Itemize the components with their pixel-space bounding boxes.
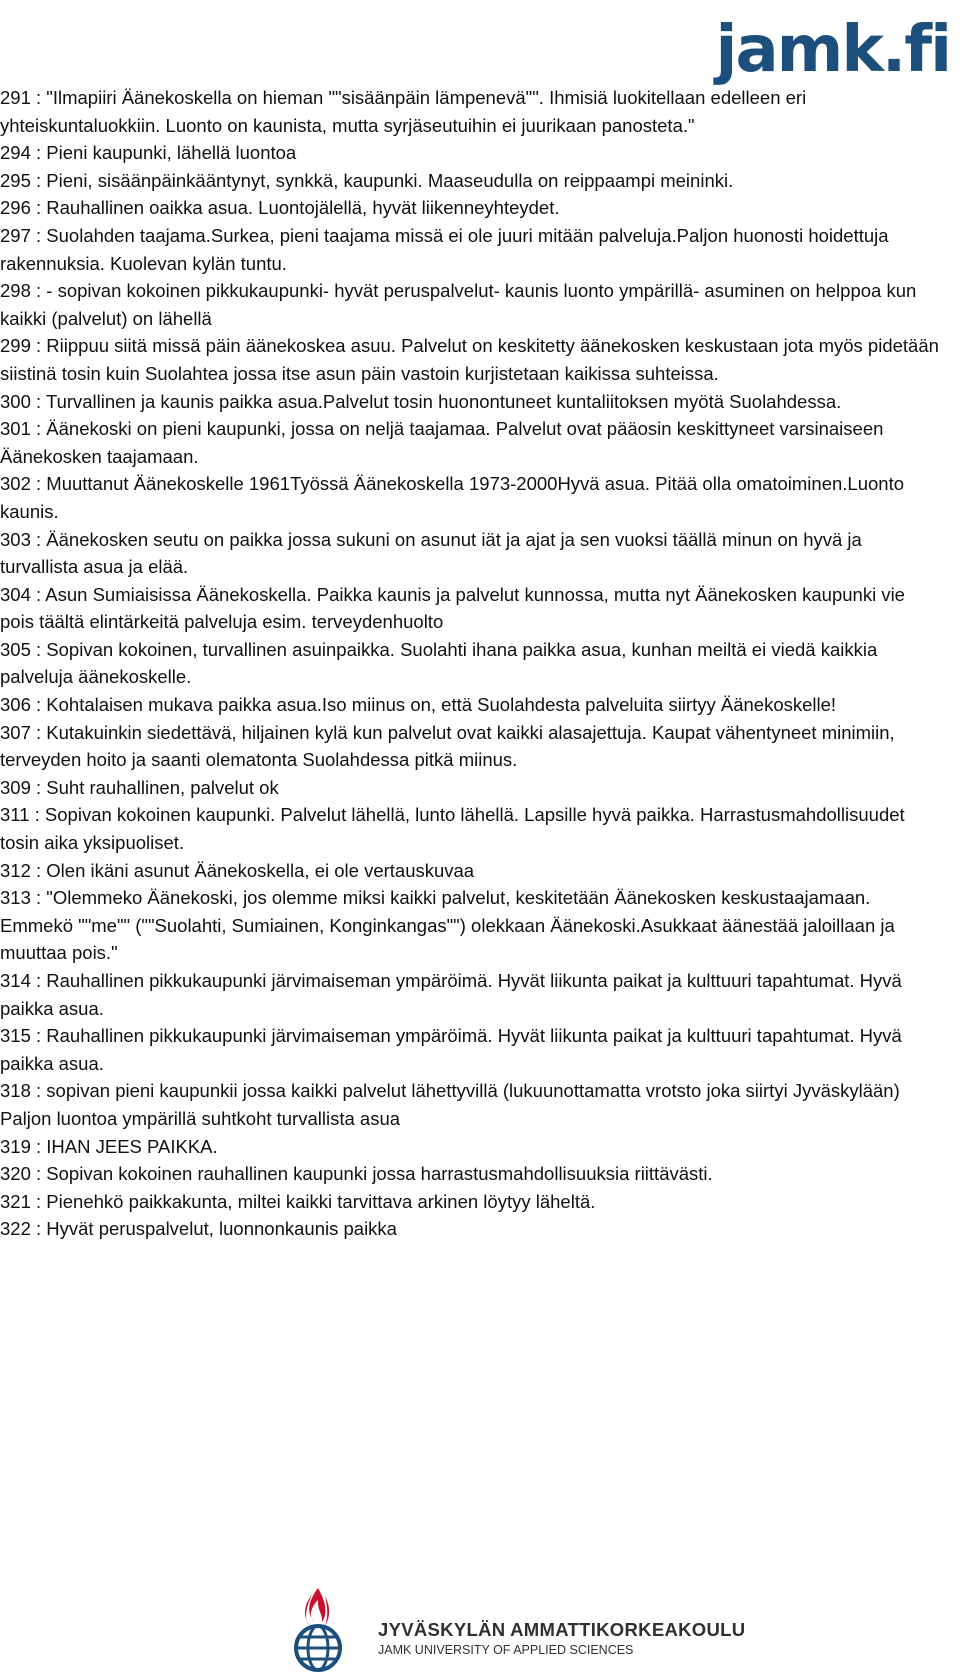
list-item: 301 : Äänekoski on pieni kaupunki, jossa on neljä taajamaa. Palvelut ovat pääosin keskittyneet varsinaiseen Äänekosken taajamaan. bbox=[0, 418, 884, 467]
footer-logo bbox=[268, 1586, 746, 1672]
list-item: 303 : Äänekosken seutu on paikka jossa sukuni on asunut iät ja ajat ja sen vuoksi täällä minun on hyvä ja turvallista asua ja elää. bbox=[0, 528, 862, 578]
logo-text: jamk.fi bbox=[715, 13, 950, 87]
list-item: 291 : "Ilmapiiri Äänekoskella on hieman ""sisäänpäin lämpenevä"". Ihmisiä luokitellaan edelleen eri yhteiskuntaluokkiin. Luonto on kaunista, mutta syrjäseutuihin ei juurikaan panosteta." bbox=[0, 87, 807, 136]
list-item: 320 : Sopivan kokoinen rauhallinen kaupunki jossa harrastusmahdollisuuksia riittävästi. bbox=[0, 1163, 713, 1185]
list-item: 309 : Suht rauhallinen, palvelut ok bbox=[0, 776, 279, 798]
list-item: 297 : Suolahden taajama.Surkea, pieni taajama missä ei ole juuri mitään palveluja.Paljon huonosti hoidettuja rakennuksia. Kuolevan kylän tuntu. bbox=[0, 224, 889, 274]
list-item: 313 : "Olemmeko Äänekoski, jos olemme miksi kaikki palvelut, keskitetään Äänekosken keskustaajamaan. Emmekö ""me"" (""Suolahti, Sumiainen, Konginkangas"") olekkaan Äänekoski.Asukkaat äänestää jaloillaan ja muuttaa pois." bbox=[0, 887, 895, 964]
list-item: 305 : Sopivan kokoinen, turvallinen asuinpaikka. Suolahti ihana paikka asua, kunhan meiltä ei viedä kaikkia palveluja äänekoskelle. bbox=[0, 638, 878, 688]
list-item: 321 : Pienehkö paikkakunta, miltei kaikki tarvittava arkinen löytyy läheltä. bbox=[0, 1190, 596, 1212]
list-item: 318 : sopivan pieni kaupunkii jossa kaikki palvelut lähettyvillä (lukuunottamatta vrotsto joka siirtyi Jyväskylään) Paljon luontoa ympärillä suhtkoht turvallista asua bbox=[0, 1080, 900, 1129]
list-item: 319 : IHAN JEES PAIKKA. bbox=[0, 1135, 218, 1157]
list-item: 304 : Asun Sumiaisissa Äänekoskella. Paikka kaunis ja palvelut kunnossa, mutta nyt Äänekosken kaupunki vie pois täältä elintärkeitä palveluja esim. terveydenhuolto bbox=[0, 583, 905, 633]
list-item: 298 : - sopivan kokoinen pikkukaupunki- hyvät peruspalvelut- kaunis luonto ympärillä- asuminen on helppoa kun kaikki (palvelut) on lähellä bbox=[0, 280, 917, 329]
list-item: 295 : Pieni, sisäänpäinkääntynyt, synkkä, kaupunki. Maaseudulla on reippaampi meininki. bbox=[0, 169, 734, 191]
list-item: 302 : Muuttanut Äänekoskelle 1961Työssä Äänekoskella 1973-2000Hyvä asua. Pitää olla omatoiminen.Luonto kaunis. bbox=[0, 473, 905, 522]
footer-subtitle: JAMK UNIVERSITY OF APPLIED SCIENCES bbox=[378, 1643, 634, 1657]
list-item: 307 : Kutakuinkin siedettävä, hiljainen kylä kun palvelut ovat kaikki alasajettuja. Kaupat vähentyneet minimiin, terveyden hoito ja saanti olematonta Suolahdessa pitkä miinus. bbox=[0, 721, 895, 771]
list-item: 315 : Rauhallinen pikkukaupunki järvimaiseman ympäröimä. Hyvät liikunta paikat ja kulttuuri tapahtumat. Hyvä paikka asua. bbox=[0, 1025, 902, 1074]
university-emblem-icon bbox=[268, 1586, 368, 1672]
list-item: 312 : Olen ikäni asunut Äänekoskella, ei ole vertauskuvaa bbox=[0, 859, 475, 881]
list-item: 294 : Pieni kaupunki, lähellä luontoa bbox=[0, 142, 297, 164]
footer-title: JYVÄSKYLÄN AMMATTIKORKEAKOULU bbox=[378, 1619, 746, 1640]
jamk-logo bbox=[716, 0, 950, 86]
list-item: 300 : Turvallinen ja kaunis paikka asua.Palvelut tosin huonontuneet kuntaliitoksen myötä Suolahdessa. bbox=[0, 390, 842, 412]
list-item: 311 : Sopivan kokoinen kaupunki. Palvelut lähellä, lunto lähellä. Lapsille hyvä paikka. Harrastusmahdollisuudet tosin aika yksipuoliset. bbox=[0, 804, 905, 854]
list-item: 296 : Rauhallinen oaikka asua. Luontojälellä, hyvät liikenneyhteydet. bbox=[0, 197, 560, 219]
list-item: 314 : Rauhallinen pikkukaupunki järvimaiseman ympäröimä. Hyvät liikunta paikat ja kulttuuri tapahtumat. Hyvä paikka asua. bbox=[0, 970, 902, 1019]
list-item: 299 : Riippuu siitä missä päin äänekoskea asuu. Palvelut on keskitetty äänekosken keskustaan jota myös pidetään siistinä tosin kuin Suolahtea jossa itse asun päin vastoin kurjistetaan kaikissa suhteissa. bbox=[0, 335, 939, 384]
list-item: 306 : Kohtalaisen mukava paikka asua.Iso miinus on, että Suolahdesta palveluita siirtyy Äänekoskelle! bbox=[0, 694, 837, 716]
response-list bbox=[0, 84, 940, 1243]
list-item: 322 : Hyvät peruspalvelut, luonnonkaunis paikka bbox=[0, 1218, 397, 1240]
